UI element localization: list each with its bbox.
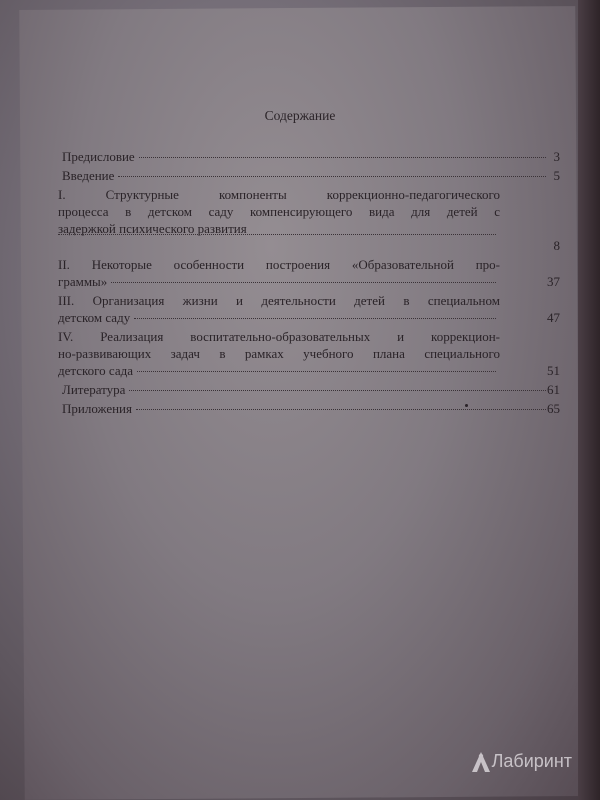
- dot-leader: [111, 282, 496, 283]
- dot-leader: [118, 176, 546, 177]
- labirint-watermark: [472, 751, 572, 772]
- toc-entry-text: детском саду: [58, 310, 131, 325]
- toc-entry-preface: [62, 148, 560, 165]
- dot-leader: [139, 157, 546, 158]
- toc-entry-introduction: [62, 167, 560, 184]
- toc-page-number: 47: [547, 310, 560, 325]
- toc-entry-text: детского сада: [58, 363, 133, 378]
- toc-heading: Содержание: [264, 108, 336, 123]
- toc-entry-chapter-1: [58, 186, 560, 254]
- toc-page-number: 61: [547, 382, 560, 397]
- toc-page-number: 65: [547, 401, 560, 416]
- toc-page-number: 8: [553, 238, 560, 253]
- dot-leader: [129, 390, 546, 391]
- toc-entry-text: Литература: [62, 382, 126, 397]
- dot-leader: [58, 234, 496, 235]
- toc-entry-text: Предисловие: [62, 149, 135, 164]
- toc-page-number: 51: [547, 363, 560, 378]
- print-speck: [465, 404, 468, 407]
- dot-leader: [136, 409, 546, 410]
- toc-entry-text: но-развивающих задач в рамках учебного плана специального: [58, 346, 500, 361]
- toc-entry-appendices: [62, 400, 560, 417]
- toc-entry-text: задержкой психического развития: [58, 221, 247, 236]
- dot-leader: [134, 318, 496, 319]
- table-of-contents: [58, 148, 560, 419]
- dot-leader: [137, 371, 496, 372]
- toc-entry-chapter-4: [58, 328, 560, 379]
- watermark-text: Лабиринт: [491, 751, 572, 771]
- toc-entry-text: IV. Реализация воспитательно-образовательных и коррекцион-: [58, 329, 500, 344]
- toc-entry-chapter-3: [58, 292, 560, 326]
- labirint-logo-icon: [472, 752, 490, 772]
- toc-page-number: 37: [547, 274, 560, 289]
- toc-entry-text: Приложения: [62, 401, 132, 416]
- toc-entry-literature: [62, 381, 560, 398]
- toc-entry-text: II. Некоторые особенности построения «Образовательной про-: [58, 257, 500, 272]
- toc-page-number: 5: [553, 168, 560, 183]
- toc-entry-text: граммы»: [58, 274, 108, 289]
- toc-entry-text: III. Организация жизни и деятельности детей в специальном: [58, 293, 500, 308]
- toc-entry-text: процесса в детском саду компенсирующего вида для детей с: [58, 204, 500, 219]
- toc-page-number: 3: [553, 149, 560, 164]
- toc-entry-text: I. Структурные компоненты коррекционно-педагогического: [58, 187, 500, 202]
- toc-entry-chapter-2: [58, 256, 560, 290]
- toc-entry-text: Введение: [62, 168, 115, 183]
